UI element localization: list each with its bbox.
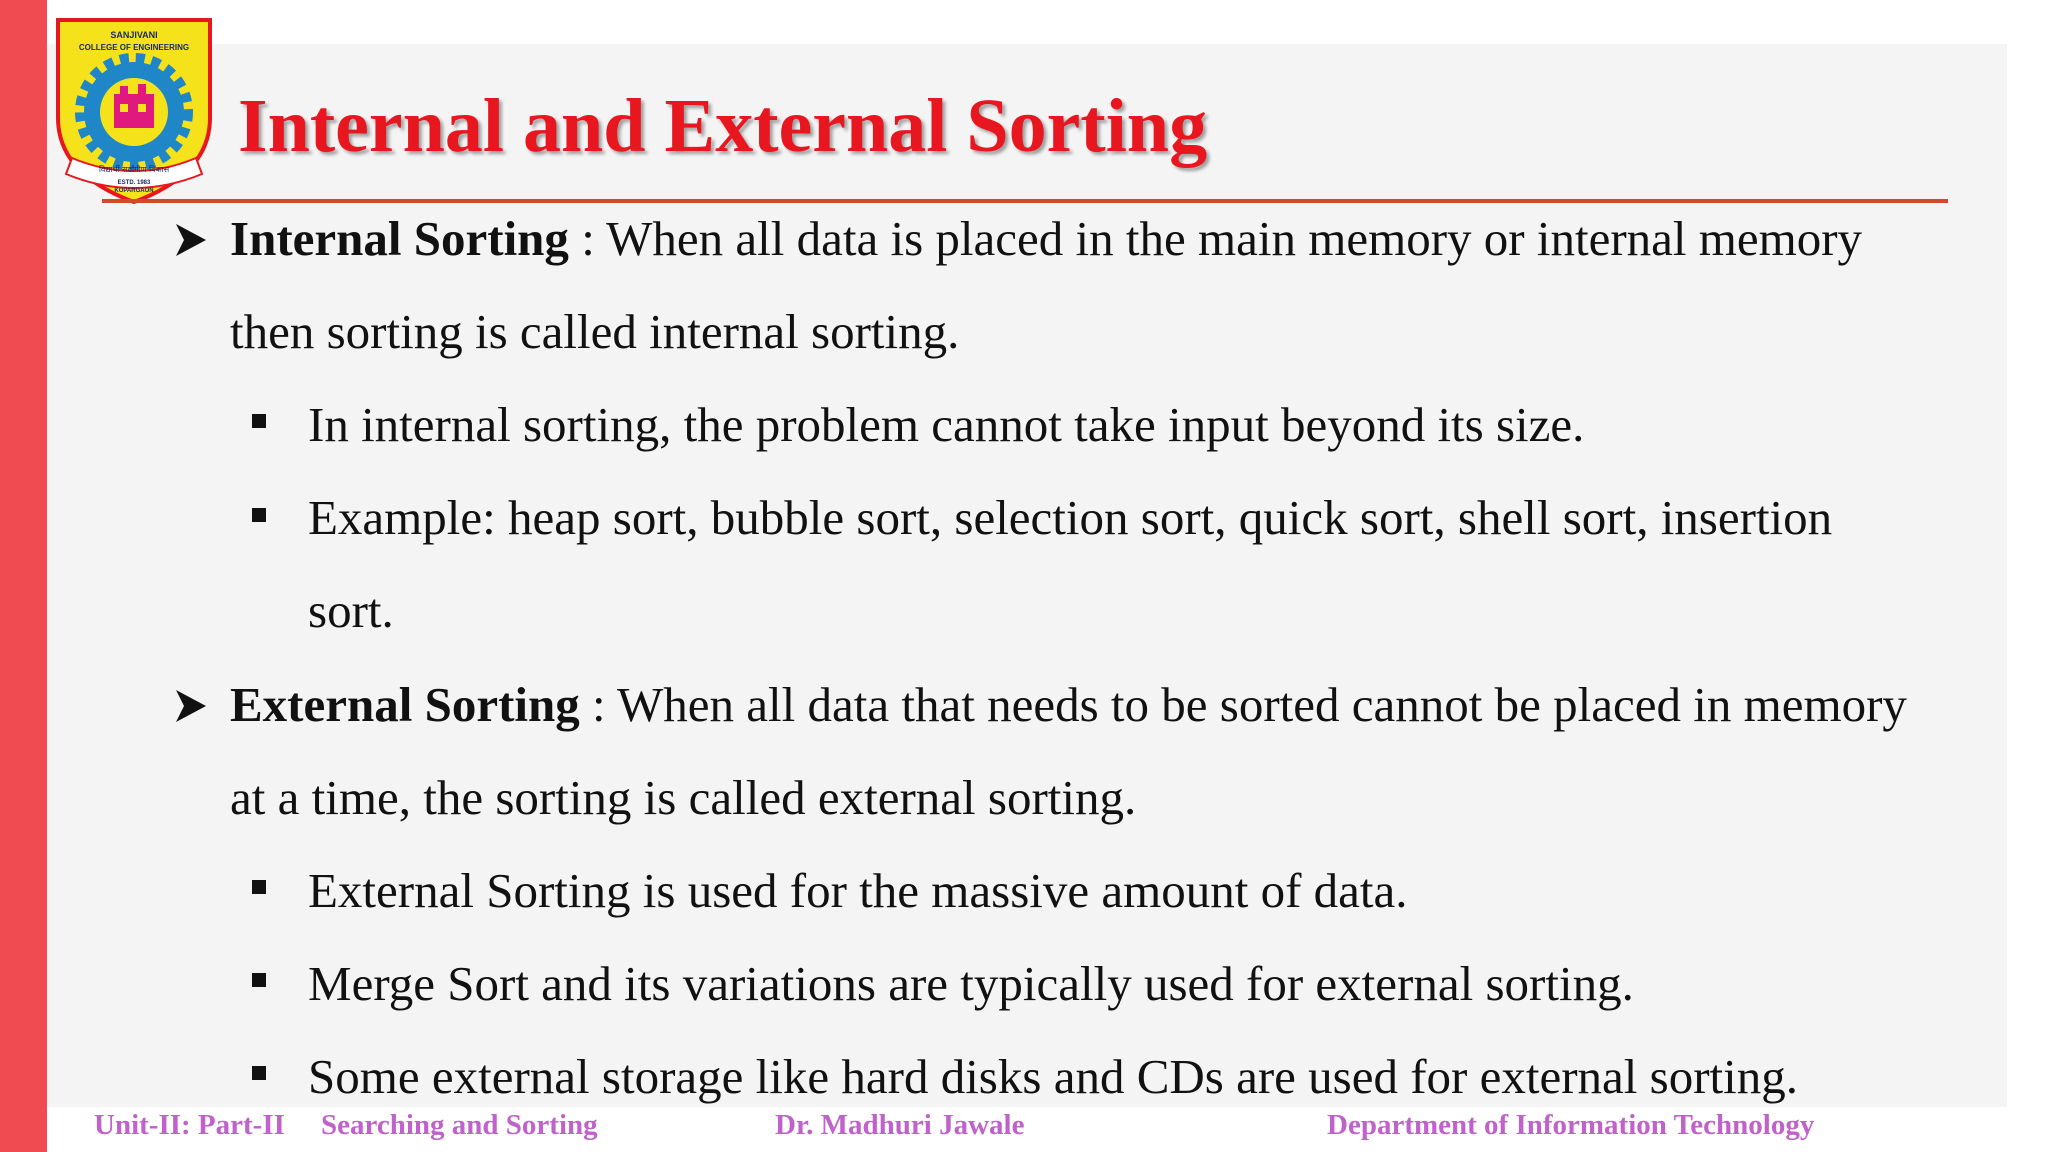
footer-department: Department of Information Technology xyxy=(1327,1109,1815,1141)
square-bullet-icon xyxy=(252,880,266,894)
bullet-internal-heading: Internal Sorting xyxy=(230,211,569,266)
footer-unit: Unit-II: Part-II xyxy=(94,1109,285,1141)
sub-bullet-text: In internal sorting, the problem cannot take input beyond its size. xyxy=(308,397,1585,452)
sub-bullet-text-continued: sort. xyxy=(308,583,394,638)
logo-ribbon-text: विद्यार्थी सर्वांगीण विकास xyxy=(98,165,170,174)
bullet-external-line1 xyxy=(230,675,1907,735)
bullet-internal-line2: then sorting is called internal sorting. xyxy=(230,304,960,359)
college-crest-icon xyxy=(52,14,216,204)
square-bullet-icon xyxy=(252,508,266,522)
square-bullet-icon xyxy=(252,414,266,428)
arrow-bullet-icon xyxy=(174,220,208,260)
bullet-internal-text: : When all data is placed in the main memory or internal memory xyxy=(568,211,1863,266)
square-bullet-icon xyxy=(252,973,266,987)
bullet-external-text: : When all data that needs to be sorted cannot be placed in memory xyxy=(579,677,1907,732)
bullet-external-heading: External Sorting xyxy=(230,677,580,732)
logo-top-text: SANJIVANI xyxy=(110,30,158,40)
footer-author: Dr. Madhuri Jawale xyxy=(775,1109,1025,1141)
title-underline xyxy=(102,199,1948,203)
arrow-bullet-icon xyxy=(174,686,208,726)
accent-bar xyxy=(0,0,47,1152)
logo-estd-text: ESTD. 1983 xyxy=(117,180,151,186)
slide-title: Internal and External Sorting xyxy=(238,84,1208,168)
logo-sub-text: COLLEGE OF ENGINEERING xyxy=(78,43,190,52)
logo-place-text: KOPARGAON xyxy=(114,188,154,194)
bullet-external-line2: at a time, the sorting is called external sorting. xyxy=(230,770,1137,825)
content-panel xyxy=(47,44,2007,1107)
footer-topic: Searching and Sorting xyxy=(321,1109,598,1141)
sub-bullet-text: Some external storage like hard disks and CDs are used for external sorting. xyxy=(308,1049,1799,1104)
square-bullet-icon xyxy=(252,1066,266,1080)
sub-bullet-text: Example: heap sort, bubble sort, selection sort, quick sort, shell sort, insertion xyxy=(308,490,1833,545)
sub-bullet-text: Merge Sort and its variations are typically used for external sorting. xyxy=(308,956,1634,1011)
sub-bullet-text: External Sorting is used for the massive amount of data. xyxy=(308,863,1408,918)
bullet-internal-line1 xyxy=(230,209,1862,269)
